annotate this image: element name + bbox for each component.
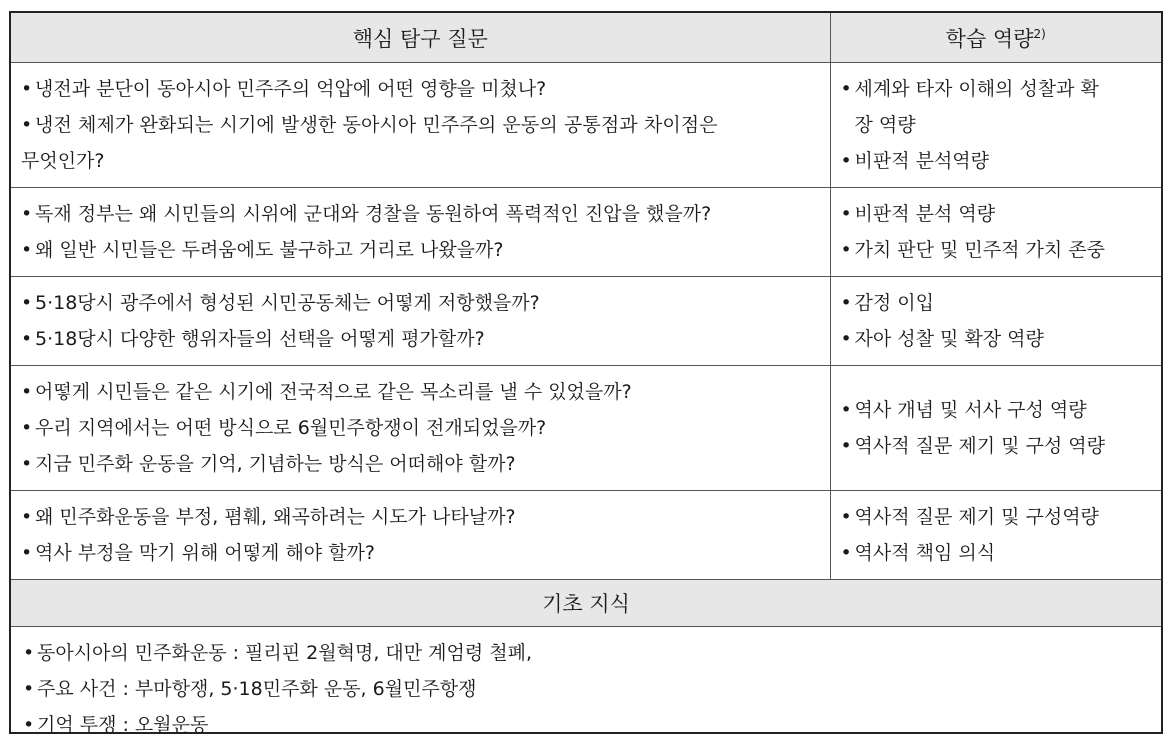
bullet-marker: • [841, 428, 855, 464]
question-text: 왜 민주화운동을 부정, 폄훼, 왜곡하려는 시도가 나타날까? [35, 506, 516, 528]
bullet-marker: • [21, 285, 35, 321]
competency-text: 비판적 분석역량 [855, 150, 990, 172]
competency-column-header [830, 13, 1161, 63]
competency-cell [830, 366, 1161, 491]
bullet-marker: • [841, 71, 855, 107]
bullet-marker: • [21, 374, 35, 410]
question-text: 어떻게 시민들은 같은 시기에 전국적으로 같은 목소리를 낼 수 있었을까? [35, 381, 632, 403]
question-cell [11, 63, 830, 188]
question-text: 5·18당시 다양한 행위자들의 선택을 어떻게 평가할까? [35, 328, 485, 350]
bullet-marker: • [23, 635, 37, 671]
bullet-marker: • [21, 321, 35, 357]
table-row [11, 188, 1161, 277]
bullet-marker: • [841, 535, 855, 571]
bullet-marker: • [21, 535, 35, 571]
competency-text: 감정 이입 [855, 292, 934, 314]
bullet-marker: • [21, 232, 35, 268]
table-row [11, 366, 1161, 491]
question-text: 지금 민주화 운동을 기억, 기념하는 방식은 어떠해야 할까? [35, 453, 516, 475]
table-row [11, 277, 1161, 366]
competency-cell [830, 277, 1161, 366]
knowledge-header-row [11, 580, 1161, 627]
header-row [11, 13, 1161, 63]
competency-cell [830, 63, 1161, 188]
bullet-marker: • [21, 71, 35, 107]
competency-text: 비판적 분석 역량 [855, 203, 996, 225]
competency-text: 가치 판단 및 민주적 가치 존중 [855, 239, 1105, 261]
bullet-marker: • [841, 499, 855, 535]
bullet-marker: • [21, 196, 35, 232]
question-cell [11, 366, 830, 491]
bullet-marker: • [21, 410, 35, 446]
bullet-marker: • [21, 107, 35, 143]
competency-column-title: 학습 역량 [946, 27, 1034, 51]
competency-text: 역사적 질문 제기 및 구성 역량 [855, 435, 1105, 457]
knowledge-header [11, 580, 1161, 627]
competency-text: 세계와 타자 이해의 성찰과 확 [855, 78, 1099, 100]
question-cell [11, 277, 830, 366]
table-row [11, 63, 1161, 188]
question-cell [11, 188, 830, 277]
question-cell [11, 491, 830, 580]
question-text: 역사 부정을 막기 위해 어떻게 해야 할까? [35, 542, 375, 564]
competency-text-continued: 장 역량 [855, 114, 916, 136]
question-text: 냉전 체제가 완화되는 시기에 발생한 동아시아 민주주의 운동의 공통점과 차이점은 [35, 114, 718, 136]
competency-text: 자아 성찰 및 확장 역량 [855, 328, 1044, 350]
knowledge-item: 동아시아의 민주화운동 : 필리핀 2월혁명, 대만 계엄령 철폐, [37, 642, 532, 664]
competency-cell [830, 188, 1161, 277]
question-column-title: 핵심 탐구 질문 [353, 27, 488, 51]
question-text: 우리 지역에서는 어떤 방식으로 6월민주항쟁이 전개되었을까? [35, 417, 546, 439]
competency-text: 역사적 질문 제기 및 구성역량 [855, 506, 1099, 528]
footnote-marker: 2) [1034, 27, 1046, 41]
bullet-marker: • [841, 285, 855, 321]
table-row [11, 491, 1161, 580]
knowledge-item: 주요 사건 : 부마항쟁, 5·18민주화 운동, 6월민주항쟁 [37, 678, 476, 700]
knowledge-body-row [11, 627, 1161, 751]
knowledge-list [11, 627, 1161, 751]
competency-text: 역사적 책임 의식 [855, 542, 996, 564]
competency-text: 역사 개념 및 서사 구성 역량 [855, 399, 1087, 421]
competency-cell [830, 491, 1161, 580]
question-column-header [11, 13, 830, 63]
question-text-continued: 무엇인가? [21, 150, 105, 172]
question-text: 왜 일반 시민들은 두려움에도 불구하고 거리로 나왔을까? [35, 239, 503, 261]
question-text: 5·18당시 광주에서 형성된 시민공동체는 어떻게 저항했을까? [35, 292, 540, 314]
bullet-marker: • [841, 321, 855, 357]
bullet-marker: • [23, 707, 37, 743]
question-text: 독재 정부는 왜 시민들의 시위에 군대와 경찰을 동원하여 폭력적인 진압을 했을까? [35, 203, 711, 225]
bullet-marker: • [23, 671, 37, 707]
bullet-marker: • [21, 446, 35, 482]
bullet-marker: • [841, 232, 855, 268]
question-text: 냉전과 분단이 동아시아 민주주의 억압에 어떤 영향을 미쳤나? [35, 78, 546, 100]
bullet-marker: • [21, 499, 35, 535]
knowledge-item: 기억 투쟁 : 오월운동 [37, 714, 208, 736]
curriculum-table-frame [9, 11, 1163, 734]
bullet-marker: • [841, 196, 855, 232]
bullet-marker: • [841, 143, 855, 179]
bullet-marker: • [841, 392, 855, 428]
knowledge-title: 기초 지식 [542, 592, 630, 616]
curriculum-table [11, 13, 1161, 751]
